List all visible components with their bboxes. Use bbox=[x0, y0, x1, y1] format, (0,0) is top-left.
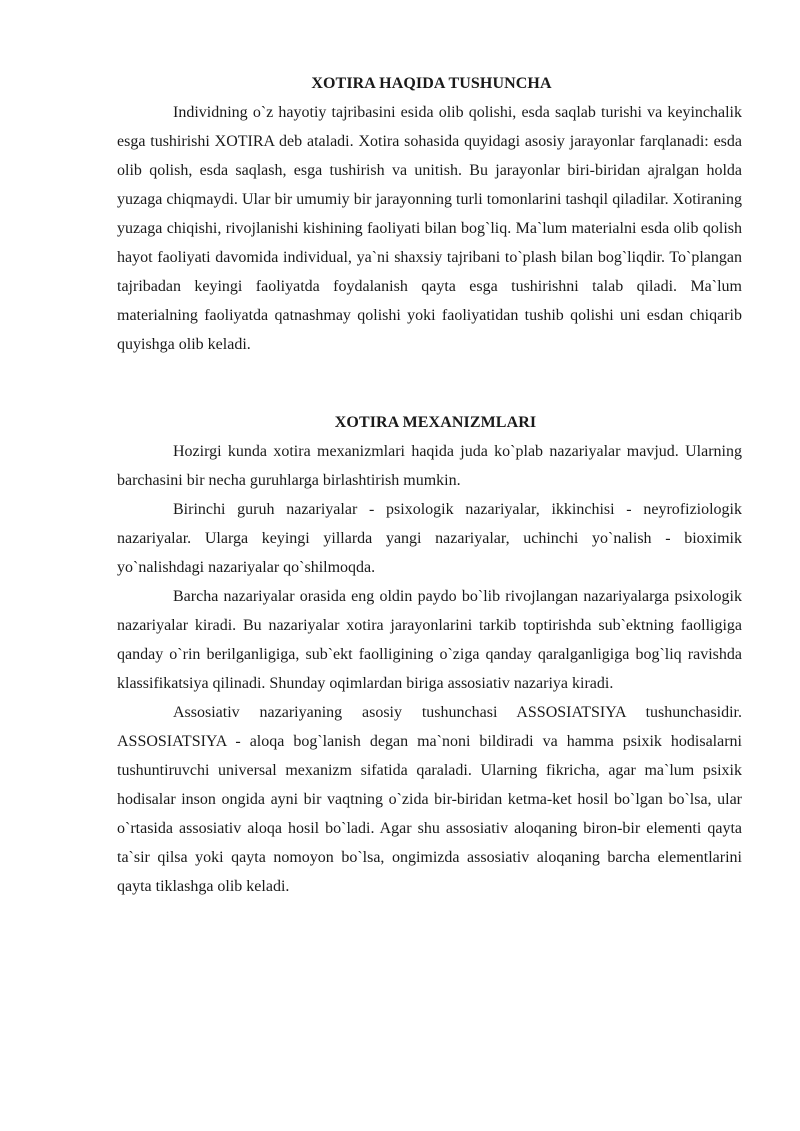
paragraph: Individning o`z hayotiy tajribasini esida olib qolishi, esda saqlab turishi va keyinchalik esga tushirishi XOTIRA deb ataladi. Xotira sohasida quyidagi asosiy jarayonlar farqlanadi: esda olib qolish, esda saqlash, esga tushirish va unitish. Bu jarayonlar biri-biridan ajralgan holda yuzaga chiqmaydi. Ular bir umumiy bir jarayonning turli tomonlarini tashqil qiladilar. Xotiraning yuzaga chiqishi, rivojlanishi kishining faoliyati bilan bog`liq. Ma`lum materialni esda olib qolish hayot faoliyati davomida individual, ya`ni shaxsiy tajribani to`plash bilan bog`liqdir. To`plangan tajribadan keyingi faoliyatda foydalanish qayta esga tushirishni talab qiladi. Ma`lum materialning faoliyatda qatnashmay qolishi yoki faoliyatidan tushib qolishi uni esdan chiqarib quyishga olib keladi. bbox=[117, 104, 742, 353]
paragraph: Barcha nazariyalar orasida eng oldin paydo bo`lib rivojlangan nazariyalarga psixologik nazariyalar kiradi. Bu nazariyalar xotira jarayonlarini tarkib toptirishda sub`ektning faolligiga qanday o`rin berilganligiga, sub`ekt faolligining o`ziga qanday qaralganligiga bog`liq ravishda klassifikatsiya qilinadi. Shunday oqimlardan biriga assosiativ nazariya kiradi. bbox=[117, 588, 742, 692]
paragraph: Birinchi guruh nazariyalar - psixologik nazariyalar, ikkinchisi - neyrofiziologik nazariyalar. Ularga keyingi yillarda yangi nazariyalar, uchinchi yo`nalish - bioximik yo`nalishdagi nazariyalar qo`shilmoqda. bbox=[117, 501, 742, 576]
document-page bbox=[117, 74, 742, 901]
paragraph: Hozirgi kunda xotira mexanizmlari haqida juda ko`plab nazariyalar mavjud. Ularning barchasini bir necha guruhlarga birlashtirish mumkin. bbox=[117, 443, 742, 489]
paragraph: Assosiativ nazariyaning asosiy tushunchasi ASSOSIATSIYA tushunchasidir. ASSOSIATSIYA - aloqa bog`lanish degan ma`noni bildiradi va hamma psixik hodisalarni tushuntiruvchi universal mexanizm sifatida qaraladi. Ularning fikricha, agar ma`lum psixik hodisalar inson ongida ayni bir vaqtning o`zida bir-biridan ketma-ket hosil bo`lgan bo`lsa, ular o`rtasida assosiativ aloqa hosil bo`ladi. Agar shu assosiativ aloqaning biron-bir elementi qayta ta`sir qilsa yoki qayta nomoyon bo`lsa, ongimizda assosiativ aloqaning barcha elementlarini qayta tiklashga olib keladi. bbox=[117, 704, 742, 895]
section-title-xotira-mexanizmlari: XOTIRA MEXANIZMLARI bbox=[334, 414, 537, 431]
section-title-xotira-haqida: XOTIRA HAQIDA TUSHUNCHA bbox=[311, 75, 552, 92]
